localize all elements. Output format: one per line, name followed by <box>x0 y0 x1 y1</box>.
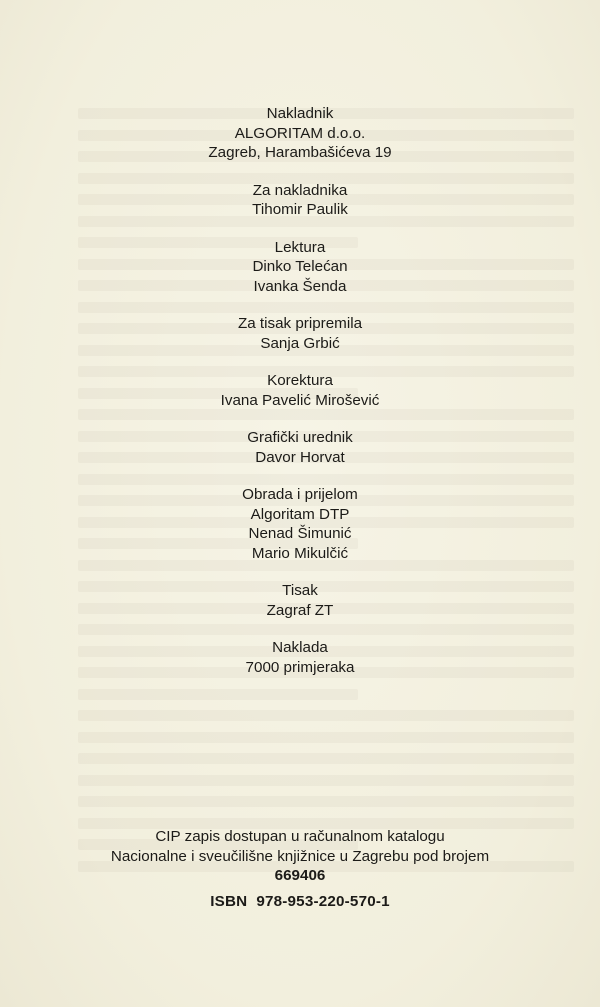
show-through-line <box>78 710 574 721</box>
imprint-value: ALGORITAM d.o.o. <box>234 124 366 142</box>
imprint-value: Dinko Telećan <box>252 258 348 275</box>
imprint-role-label: Nakladnik <box>266 105 334 122</box>
imprint-role-label: Za nakladnika <box>252 181 348 199</box>
imprint-block-proofing <box>0 371 600 410</box>
imprint-role-label: Grafički urednik <box>247 429 353 446</box>
imprint-role-label: Naklada <box>272 639 328 656</box>
imprint-value: Mario Mikulčić <box>251 544 349 562</box>
show-through-line <box>78 732 574 743</box>
imprint-role-label: Tisak <box>282 582 318 599</box>
imprint-role-label: Lektura <box>274 238 326 256</box>
imprint-block-graphic-editor <box>0 428 600 467</box>
cip-record <box>0 827 600 911</box>
imprint-block-proofreading <box>0 238 600 297</box>
imprint-value: 7000 primjeraka <box>245 658 355 676</box>
imprint-role-label: Za tisak pripremila <box>237 315 363 332</box>
imprint-value: Sanja Grbić <box>260 334 340 352</box>
cip-line-2: Nacionalne i sveučilišne knjižnice u Zagrebu pod brojem <box>110 847 490 865</box>
show-through-line <box>78 775 574 786</box>
imprint-value: Zagreb, Harambašićeva 19 <box>208 144 392 161</box>
imprint-block-print-run <box>0 638 600 677</box>
imprint-value: Ivanka Šenda <box>253 277 347 295</box>
cip-number: 669406 <box>274 867 326 884</box>
imprint-value: Davor Horvat <box>255 448 345 466</box>
imprint-block-for-publisher <box>0 181 600 220</box>
imprint-value: Zagraf ZT <box>266 601 334 619</box>
imprint-block-printing <box>0 581 600 620</box>
imprint-value: Tihomir Paulik <box>252 201 348 218</box>
show-through-line <box>78 796 574 807</box>
show-through-line <box>78 753 574 764</box>
imprint-block-prepress <box>0 314 600 353</box>
imprint-block-publisher <box>0 104 600 163</box>
imprint-value: Ivana Pavelić Mirošević <box>220 391 380 409</box>
cip-line-1: CIP zapis dostupan u računalnom katalogu <box>155 828 445 845</box>
imprint-value: Nenad Šimunić <box>248 525 352 542</box>
isbn-number: 978-953-220-570-1 <box>256 892 390 910</box>
imprint-role-label: Obrada i prijelom <box>242 486 358 503</box>
isbn-label: ISBN <box>210 892 248 910</box>
imprint-block-layout <box>0 485 600 563</box>
imprint-credits <box>0 104 600 695</box>
imprint-role-label: Korektura <box>267 372 333 389</box>
isbn <box>0 892 600 912</box>
imprint-value: Algoritam DTP <box>250 505 350 523</box>
